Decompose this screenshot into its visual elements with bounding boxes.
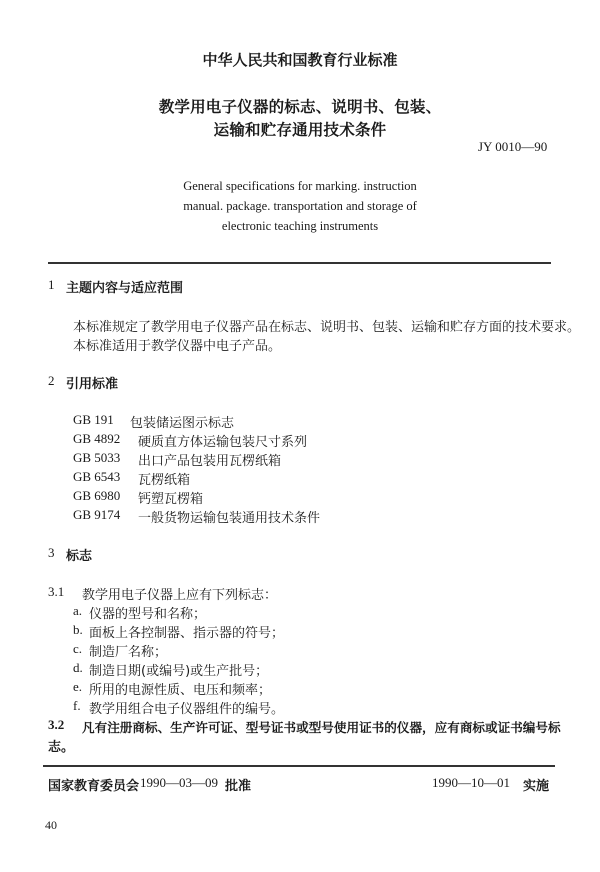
english-title-line2: manual. package. transportation and storage of	[183, 199, 417, 213]
section-2-number: 2	[48, 373, 55, 388]
list-item-label: d.	[73, 660, 83, 675]
clause-3-1-text: 教学用电子仪器上应有下列标志：	[82, 588, 278, 603]
list-item-label: c.	[73, 641, 83, 656]
standard-code: JY 0010—90	[478, 139, 548, 154]
list-item-label: e.	[73, 679, 83, 694]
clause-3-2-text-line1: 凡有注册商标、生产许可证、型号证书或型号使用证书的仪器，应有商标或证书编号标	[82, 720, 561, 735]
reference-code: GB 5033	[73, 450, 121, 465]
header-divider	[48, 262, 551, 264]
org-title: 中华人民共和国教育行业标准	[202, 51, 398, 69]
clause-3-1-number: 3.1	[48, 584, 65, 599]
section-2-title: 引用标准	[66, 377, 119, 392]
effective-label: 实施	[523, 779, 550, 794]
list-item-label: a.	[73, 603, 83, 618]
reference-title: 瓦楞纸箱	[138, 473, 191, 488]
list-item-text: 教学用组合电子仪器组件的编号。	[89, 702, 285, 717]
section-3-title: 标志	[66, 549, 93, 564]
effective-date: 1990—10—01	[432, 775, 510, 790]
reference-title: 出口产品包装用瓦楞纸箱	[138, 454, 282, 469]
list-item-label: b.	[73, 622, 83, 637]
page-number: 40	[45, 818, 57, 832]
list-item-text: 制造厂名称；	[89, 645, 168, 660]
standard-title-line1: 教学用电子仪器的标志、说明书、包装、	[158, 98, 442, 116]
section-1-number: 1	[48, 277, 55, 292]
reference-title: 硬质直方体运输包装尺寸系列	[138, 435, 308, 450]
clause-3-2-text-line2: 志。	[48, 740, 75, 755]
section-1-paragraph-2: 本标准适用于教学仪器中电子产品。	[73, 339, 282, 354]
list-item-label: f.	[73, 698, 81, 713]
list-item-text: 仪器的型号和名称；	[89, 607, 207, 622]
reference-code: GB 9174	[73, 507, 121, 522]
clause-3-2-number: 3.2	[48, 717, 65, 732]
standard-title-line2: 运输和贮存通用技术条件	[213, 121, 387, 139]
reference-code: GB 191	[73, 412, 114, 427]
section-3-number: 3	[48, 545, 55, 560]
reference-title: 包装储运图示标志	[130, 416, 235, 431]
approved-date: 1990—03—09	[140, 775, 218, 790]
section-1-paragraph-1: 本标准规定了教学用电子仪器产品在标志、说明书、包装、运输和贮存方面的技术要求。	[73, 320, 581, 335]
list-item-text: 制造日期(或编号)或生产批号；	[89, 664, 269, 679]
reference-code: GB 6543	[73, 469, 121, 484]
reference-title: 一般货物运输包装通用技术条件	[138, 511, 321, 526]
list-item-text: 面板上各控制器、指示器的符号；	[89, 626, 285, 641]
list-item-text: 所用的电源性质、电压和频率；	[89, 683, 272, 698]
issuer: 国家教育委员会	[48, 779, 140, 794]
english-title-line1: General specifications for marking. instruction	[183, 179, 417, 193]
english-title-line3: electronic teaching instruments	[221, 219, 379, 233]
reference-code: GB 4892	[73, 431, 121, 446]
footer-divider	[43, 765, 555, 767]
reference-code: GB 6980	[73, 488, 121, 503]
section-1-title: 主题内容与适应范围	[66, 281, 184, 296]
reference-title: 钙塑瓦楞箱	[138, 492, 204, 507]
approved-label: 批准	[225, 779, 252, 794]
